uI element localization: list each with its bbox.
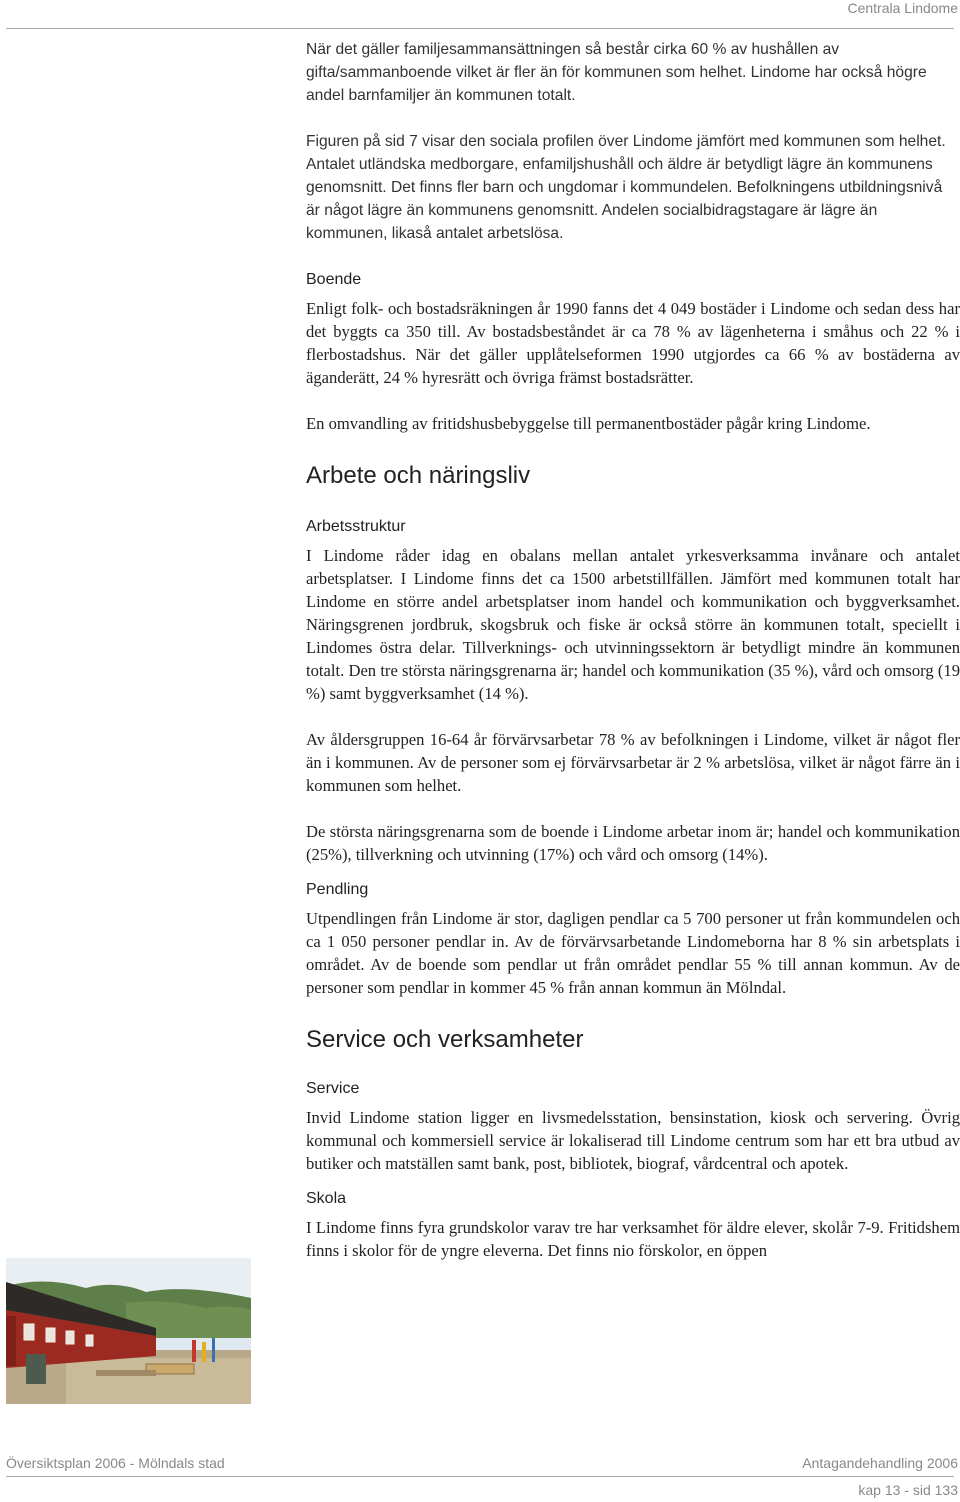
subheading-pendling: Pendling [306, 881, 369, 898]
footer-document-title: Översiktsplan 2006 - Mölndals stad [6, 1455, 225, 1471]
chapter-heading-arbete: Arbete och näringsliv [306, 462, 531, 489]
boende-paragraph-2: En omvandling av fritidshusbebyggelse till permanentbostäder pågår kring Lindome. [306, 414, 871, 433]
arbete-paragraph-3: De största näringsgrenarna som de boende i Lindome arbetar inom är; handel och kommunikation (25%), tillverkning och utvinning (17%) och vård och omsorg (14%). [306, 822, 960, 864]
footer-page-number: kap 13 - sid 133 [858, 1482, 958, 1498]
footer-divider [6, 1476, 954, 1477]
intro-paragraph-2: Figuren på sid 7 visar den sociala profilen över Lindome jämfört med kommunen som helhet. Antalet utländska medborgare, enfamiljshushåll och äldre är betydligt lägre än kommunens genomsnitt. Det finns fler barn och ungdomar i kommundelen. Befolkningens utbildningsnivå är något lägre än kommunens genomsnitt. Andelen socialbidragstagare är lägre än kommunen, likaså antalet arbetslösa. [306, 133, 946, 242]
subheading-arbetsstruktur: Arbetsstruktur [306, 518, 406, 535]
chapter-heading-service: Service och verksamheter [306, 1026, 584, 1053]
subheading-service: Service [306, 1080, 360, 1097]
header-divider [6, 28, 954, 29]
school-building-photo [6, 1258, 251, 1404]
section-heading-boende: Boende [306, 271, 362, 288]
pendling-paragraph: Utpendlingen från Lindome är stor, dagligen pendlar ca 5 700 personer ut från kommundelen och ca 1 050 personer pendlar in. Av de förvärvsarbetande Lindomeborna har 8 % sin arbetsplats i området. Av de boende som pendlar ut från området pendlar 55 % till annan kommun. Av de personer som pendlar in kommer 45 % från annan kommun än Mölndal. [306, 909, 960, 997]
intro-paragraph-1: När det gäller familjesammansättningen så består cirka 60 % av hushållen av gifta/sammanboende vilket är fler än för kommunen som helhet. Lindome har också högre andel barnfamiljer än kommunen totalt. [306, 41, 927, 104]
main-content [306, 38, 960, 1262]
footer-document-status: Antagandehandling 2006 [802, 1455, 958, 1471]
subheading-skola: Skola [306, 1190, 347, 1207]
running-header: Centrala Lindome [847, 0, 958, 16]
arbete-paragraph-2: Av åldersgruppen 16-64 år förvärvsarbetar 78 % av befolkningen i Lindome, vilket är något fler än i kommunen. Av de personer som ej förvärvsarbetar är 2 % arbetslösa, vilket är något färre än i kommunen som helhet. [306, 730, 960, 795]
boende-paragraph-1: Enligt folk- och bostadsräkningen år 1990 fanns det 4 049 bostäder i Lindome och sedan dess har det byggts ca 350 till. Av bostadsbeståndet är ca 78 % av lägenheterna i småhus och 22 % i flerbostadshus. När det gäller upplåtelseformen 1990 utgjordes ca 66 % av bostäderna av äganderätt, 24 % hyresrätt och övriga främst bostadsrätter. [306, 299, 960, 387]
skola-paragraph: I Lindome finns fyra grundskolor varav tre har verksamhet för äldre elever, skolår 7-9. Fritidshem finns i skolor för de yngre eleverna. Det finns nio förskolor, en öppen [306, 1218, 960, 1260]
service-paragraph: Invid Lindome station ligger en livsmedelsstation, bensinstation, kiosk och servering. Övrig kommunal och kommersiell service är lokaliserad till Lindome centrum som har ett bra utbud av butiker och matställen samt bank, post, bibliotek, biograf, vårdcentral och apotek. [306, 1108, 960, 1173]
arbete-paragraph-1: I Lindome råder idag en obalans mellan antalet yrkesverksamma invånare och antalet arbetsplatser. I Lindome finns det ca 1500 arbetstillfällen. Jämfört med kommunen totalt har Lindome en större andel arbetsplatser inom handel och kommunikation och byggverksamhet. Näringsgrenen jordbruk, skogsbruk och fiske är också större än kommunen totalt, speciellt i Lindomes östra delar. Tillverknings- och utvinningssektorn är betydligt mindre än kommunen totalt. Den tre största näringsgrenarna är; handel och kommunikation (35 %), vård och omsorg (19 %) samt byggverksamhet (14 %). [306, 546, 960, 703]
